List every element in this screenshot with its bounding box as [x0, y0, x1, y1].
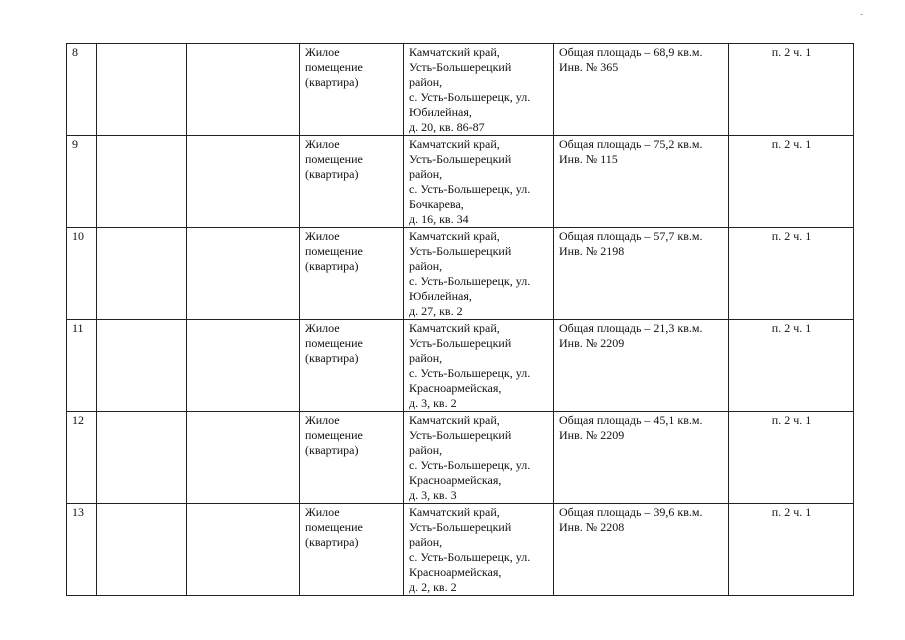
- object-type-cell: [300, 228, 404, 320]
- legal-basis: п. 2 ч. 1: [729, 228, 854, 320]
- address-line: район,: [409, 75, 443, 89]
- object-type-line: помещение: [305, 152, 363, 166]
- object-type-line: (квартира): [305, 351, 359, 365]
- total-area: Общая площадь – 21,3 кв.м.: [559, 321, 703, 335]
- object-type-cell: [300, 44, 404, 136]
- address-line: Юбилейная,: [409, 289, 472, 303]
- area-cell: [554, 320, 729, 412]
- address-cell: [404, 412, 554, 504]
- object-type-line: (квартира): [305, 535, 359, 549]
- address-line: Бочкарева,: [409, 197, 464, 211]
- inventory-number: Инв. № 2209: [559, 428, 625, 442]
- address-line: с. Усть-Большерецк, ул.: [409, 366, 531, 380]
- empty-cell: [187, 504, 300, 596]
- address-line: Усть-Большерецкий: [409, 520, 512, 534]
- object-type-line: Жилое: [305, 321, 340, 335]
- address-line: д. 20, кв. 86-87: [409, 120, 485, 134]
- address-line: д. 3, кв. 3: [409, 488, 457, 502]
- address-line: район,: [409, 443, 443, 457]
- object-type-line: Жилое: [305, 45, 340, 59]
- empty-cell: [97, 228, 187, 320]
- total-area: Общая площадь – 75,2 кв.м.: [559, 137, 703, 151]
- table-row: [67, 504, 854, 596]
- address-cell: [404, 504, 554, 596]
- inventory-number: Инв. № 2209: [559, 336, 625, 350]
- address-line: Усть-Большерецкий: [409, 152, 512, 166]
- area-cell: [554, 44, 729, 136]
- row-number: 13: [67, 504, 97, 596]
- legal-basis: п. 2 ч. 1: [729, 504, 854, 596]
- scan-speck: [860, 14, 863, 15]
- address-line: район,: [409, 535, 443, 549]
- address-line: Красноармейская,: [409, 473, 502, 487]
- table-row: [67, 136, 854, 228]
- object-type-line: Жилое: [305, 413, 340, 427]
- object-type-line: помещение: [305, 336, 363, 350]
- address-line: Камчатский край,: [409, 229, 500, 243]
- address-line: Усть-Большерецкий: [409, 60, 512, 74]
- inventory-number: Инв. № 365: [559, 60, 619, 74]
- address-line: д. 16, кв. 34: [409, 212, 469, 226]
- address-line: Камчатский край,: [409, 137, 500, 151]
- address-line: район,: [409, 167, 443, 181]
- address-cell: [404, 44, 554, 136]
- total-area: Общая площадь – 68,9 кв.м.: [559, 45, 703, 59]
- address-line: Камчатский край,: [409, 505, 500, 519]
- object-type-cell: [300, 412, 404, 504]
- legal-basis: п. 2 ч. 1: [729, 320, 854, 412]
- row-number: 12: [67, 412, 97, 504]
- empty-cell: [187, 136, 300, 228]
- object-type-line: помещение: [305, 428, 363, 442]
- address-line: район,: [409, 259, 443, 273]
- table-row: [67, 320, 854, 412]
- object-type-line: помещение: [305, 520, 363, 534]
- empty-cell: [97, 44, 187, 136]
- row-number: 9: [67, 136, 97, 228]
- address-line: Юбилейная,: [409, 105, 472, 119]
- object-type-line: (квартира): [305, 167, 359, 181]
- object-type-cell: [300, 136, 404, 228]
- address-line: д. 3, кв. 2: [409, 396, 457, 410]
- address-cell: [404, 136, 554, 228]
- inventory-number: Инв. № 2198: [559, 244, 625, 258]
- legal-basis: п. 2 ч. 1: [729, 412, 854, 504]
- address-cell: [404, 320, 554, 412]
- row-number: 11: [67, 320, 97, 412]
- object-type-cell: [300, 320, 404, 412]
- address-line: с. Усть-Большерецк, ул.: [409, 182, 531, 196]
- address-line: с. Усть-Большерецк, ул.: [409, 550, 531, 564]
- address-cell: [404, 228, 554, 320]
- address-line: д. 2, кв. 2: [409, 580, 457, 594]
- address-line: с. Усть-Большерецк, ул.: [409, 458, 531, 472]
- empty-cell: [187, 228, 300, 320]
- address-line: Красноармейская,: [409, 381, 502, 395]
- object-type-line: (квартира): [305, 259, 359, 273]
- inventory-number: Инв. № 115: [559, 152, 618, 166]
- empty-cell: [97, 320, 187, 412]
- area-cell: [554, 228, 729, 320]
- row-number: 10: [67, 228, 97, 320]
- object-type-line: (квартира): [305, 75, 359, 89]
- total-area: Общая площадь – 57,7 кв.м.: [559, 229, 703, 243]
- table-row: [67, 412, 854, 504]
- total-area: Общая площадь – 39,6 кв.м.: [559, 505, 703, 519]
- object-type-cell: [300, 504, 404, 596]
- address-line: д. 27, кв. 2: [409, 304, 463, 318]
- address-line: Камчатский край,: [409, 413, 500, 427]
- empty-cell: [97, 412, 187, 504]
- address-line: с. Усть-Большерецк, ул.: [409, 90, 531, 104]
- row-number: 8: [67, 44, 97, 136]
- inventory-number: Инв. № 2208: [559, 520, 625, 534]
- address-line: Камчатский край,: [409, 45, 500, 59]
- object-type-line: Жилое: [305, 137, 340, 151]
- property-registry-table: [66, 43, 854, 596]
- legal-basis: п. 2 ч. 1: [729, 136, 854, 228]
- object-type-line: помещение: [305, 60, 363, 74]
- area-cell: [554, 412, 729, 504]
- area-cell: [554, 504, 729, 596]
- address-line: Камчатский край,: [409, 321, 500, 335]
- empty-cell: [187, 44, 300, 136]
- empty-cell: [187, 320, 300, 412]
- table-row: [67, 228, 854, 320]
- object-type-line: Жилое: [305, 505, 340, 519]
- address-line: Усть-Большерецкий: [409, 428, 512, 442]
- total-area: Общая площадь – 45,1 кв.м.: [559, 413, 703, 427]
- address-line: Красноармейская,: [409, 565, 502, 579]
- table-row: [67, 44, 854, 136]
- area-cell: [554, 136, 729, 228]
- empty-cell: [97, 136, 187, 228]
- address-line: с. Усть-Большерецк, ул.: [409, 274, 531, 288]
- address-line: Усть-Большерецкий: [409, 336, 512, 350]
- object-type-line: Жилое: [305, 229, 340, 243]
- empty-cell: [187, 412, 300, 504]
- legal-basis: п. 2 ч. 1: [729, 44, 854, 136]
- empty-cell: [97, 504, 187, 596]
- object-type-line: помещение: [305, 244, 363, 258]
- address-line: Усть-Большерецкий: [409, 244, 512, 258]
- object-type-line: (квартира): [305, 443, 359, 457]
- address-line: район,: [409, 351, 443, 365]
